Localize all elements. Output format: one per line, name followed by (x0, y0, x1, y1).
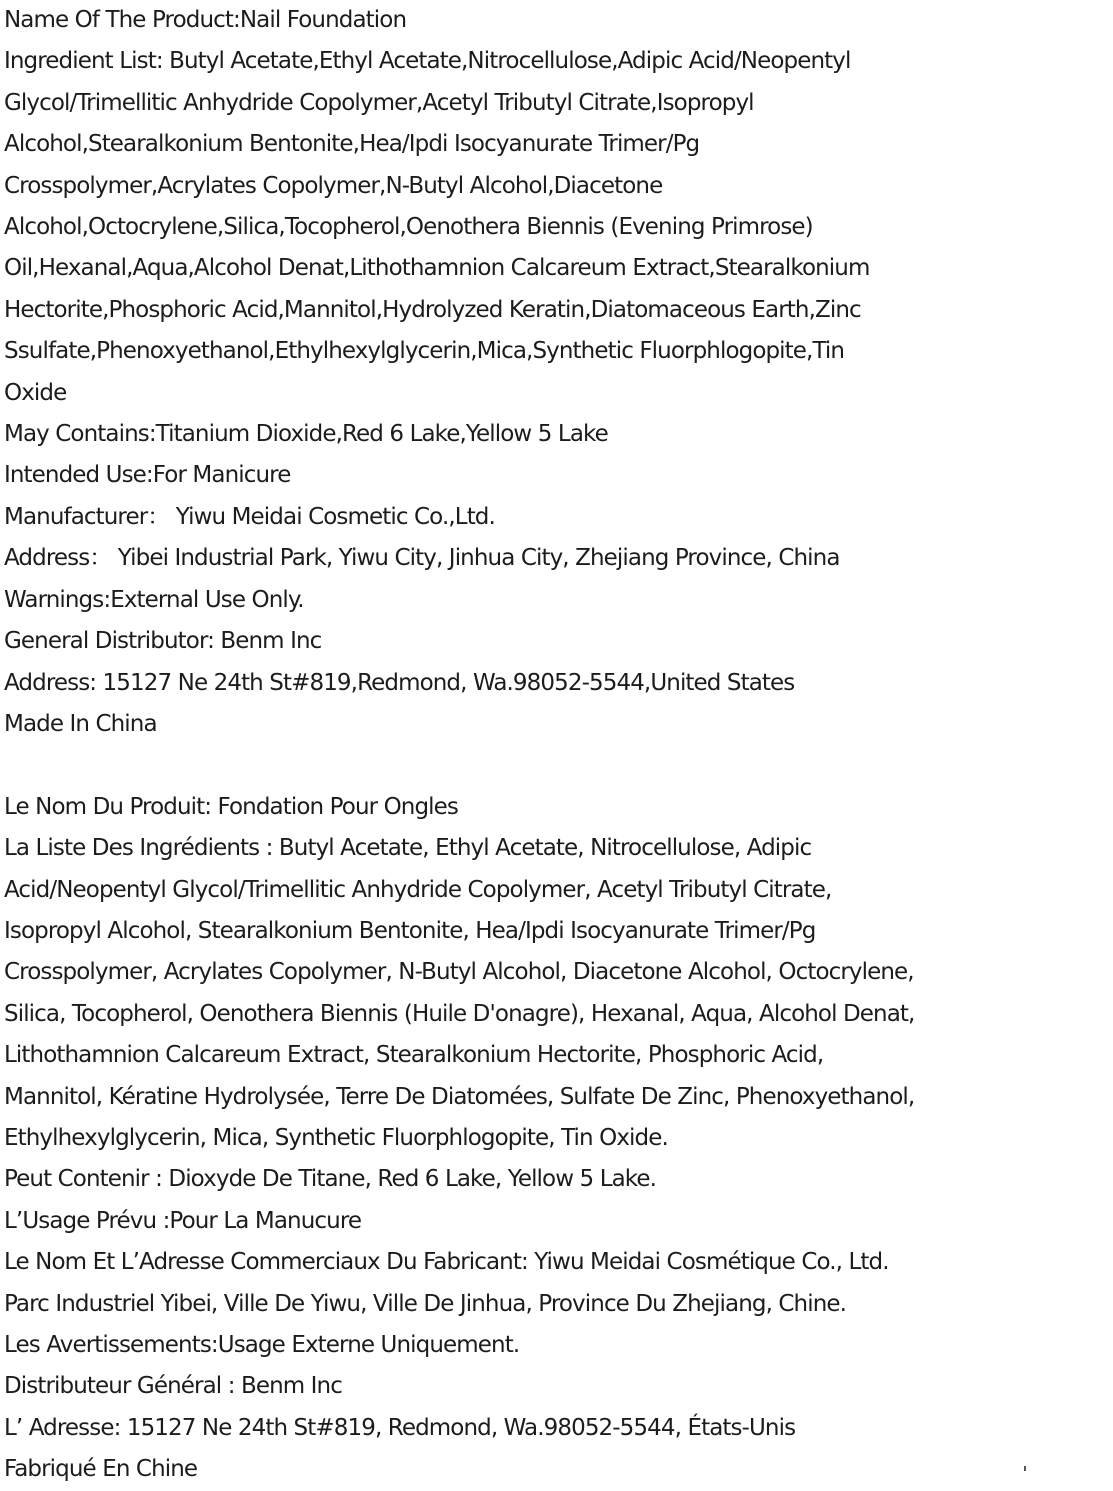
distributor-line: General Distributor: Benm Inc (4, 628, 322, 655)
origin-line: Fabriqué En Chine (4, 1456, 198, 1483)
distributor-line: Distributeur Général : Benm Inc (4, 1373, 342, 1400)
intended-use-line: Intended Use:For Manicure (4, 462, 291, 489)
stray-mark (1024, 1466, 1026, 1471)
section-spacer (4, 745, 1111, 786)
warnings-line: Les Avertissements:Usage Externe Uniquement. (4, 1331, 520, 1358)
ingredient-list-line: Oil,Hexanal,Aqua,Alcohol Denat,Lithothamnion Calcareum Extract,Stearalkonium (4, 255, 870, 282)
ingredient-list-line: Alcohol,Octocrylene,Silica,Tocopherol,Oenothera Biennis (Evening Primrose) (4, 214, 813, 241)
english-section (4, 0, 1111, 745)
intended-use-line: L’Usage Prévu :Pour La Manucure (4, 1207, 362, 1234)
may-contain-line: Peut Contenir : Dioxyde De Titane, Red 6 Lake, Yellow 5 Lake. (4, 1166, 657, 1193)
product-label-document (4, 0, 1111, 1491)
origin-line: Made In China (4, 710, 157, 737)
distributor-address-line: Address: 15127 Ne 24th St#819,Redmond, Wa.98052-5544,United States (4, 669, 795, 696)
ingredient-list-line: La Liste Des Ingrédients : Butyl Acetate, Ethyl Acetate, Nitrocellulose, Adipic (4, 835, 812, 862)
product-name-line: Le Nom Du Produit: Fondation Pour Ongles (4, 793, 458, 820)
ingredient-list-line: Alcohol,Stearalkonium Bentonite,Hea/Ipdi Isocyanurate Trimer/Pg (4, 131, 700, 158)
manufacturer-line: Le Nom Et L’Adresse Commerciaux Du Fabricant: Yiwu Meidai Cosmétique Co., Ltd. (4, 1249, 889, 1276)
ingredient-list-line: Acid/Neopentyl Glycol/Trimellitic Anhydride Copolymer, Acetyl Tributyl Citrate, (4, 876, 832, 903)
ingredient-list-line: Ethylhexylglycerin, Mica, Synthetic Fluorphlogopite, Tin Oxide. (4, 1124, 668, 1151)
ingredient-list-line: Glycol/Trimellitic Anhydride Copolymer,Acetyl Tributyl Citrate,Isopropyl (4, 89, 754, 116)
ingredient-list-line: Oxide (4, 379, 67, 406)
may-contain-line: May Contains:Titanium Dioxide,Red 6 Lake,Yellow 5 Lake (4, 421, 608, 448)
warnings-line: Warnings:External Use Only. (4, 586, 304, 613)
ingredient-list-line: Mannitol, Kératine Hydrolysée, Terre De Diatomées, Sulfate De Zinc, Phenoxyethanol, (4, 1083, 915, 1110)
ingredient-list-line: Crosspolymer,Acrylates Copolymer,N-Butyl Alcohol,Diacetone (4, 172, 663, 199)
manufacturer-address-line: Address： Yibei Industrial Park, Yiwu City, Jinhua City, Zhejiang Province, China (4, 545, 840, 572)
manufacturer-address-line: Parc Industriel Yibei, Ville De Yiwu, Ville De Jinhua, Province Du Zhejiang, Chine. (4, 1290, 847, 1317)
ingredient-list-line: Ingredient List: Butyl Acetate,Ethyl Acetate,Nitrocellulose,Adipic Acid/Neopentyl (4, 48, 851, 75)
ingredient-list-line: Silica, Tocopherol, Oenothera Biennis (Huile D'onagre), Hexanal, Aqua, Alcohol Denat, (4, 1000, 915, 1027)
ingredient-list-line: Lithothamnion Calcareum Extract, Stearalkonium Hectorite, Phosphoric Acid, (4, 1042, 824, 1069)
french-section (4, 787, 1111, 1491)
ingredient-list-line: Crosspolymer, Acrylates Copolymer, N-Butyl Alcohol, Diacetone Alcohol, Octocrylene, (4, 959, 914, 986)
ingredient-list-line: Isopropyl Alcohol, Stearalkonium Bentonite, Hea/Ipdi Isocyanurate Trimer/Pg (4, 917, 816, 944)
manufacturer-line: Manufacturer： Yiwu Meidai Cosmetic Co.,Ltd. (4, 503, 495, 530)
product-name-line: Name Of The Product:Nail Foundation (4, 7, 407, 33)
ingredient-list-line: Hectorite,Phosphoric Acid,Mannitol,Hydrolyzed Keratin,Diatomaceous Earth,Zinc (4, 296, 861, 323)
distributor-address-line: L’ Adresse: 15127 Ne 24th St#819, Redmond, Wa.98052-5544, États-Unis (4, 1414, 796, 1441)
ingredient-list-line: Ssulfate,Phenoxyethanol,Ethylhexylglycerin,Mica,Synthetic Fluorphlogopite,Tin (4, 338, 845, 365)
